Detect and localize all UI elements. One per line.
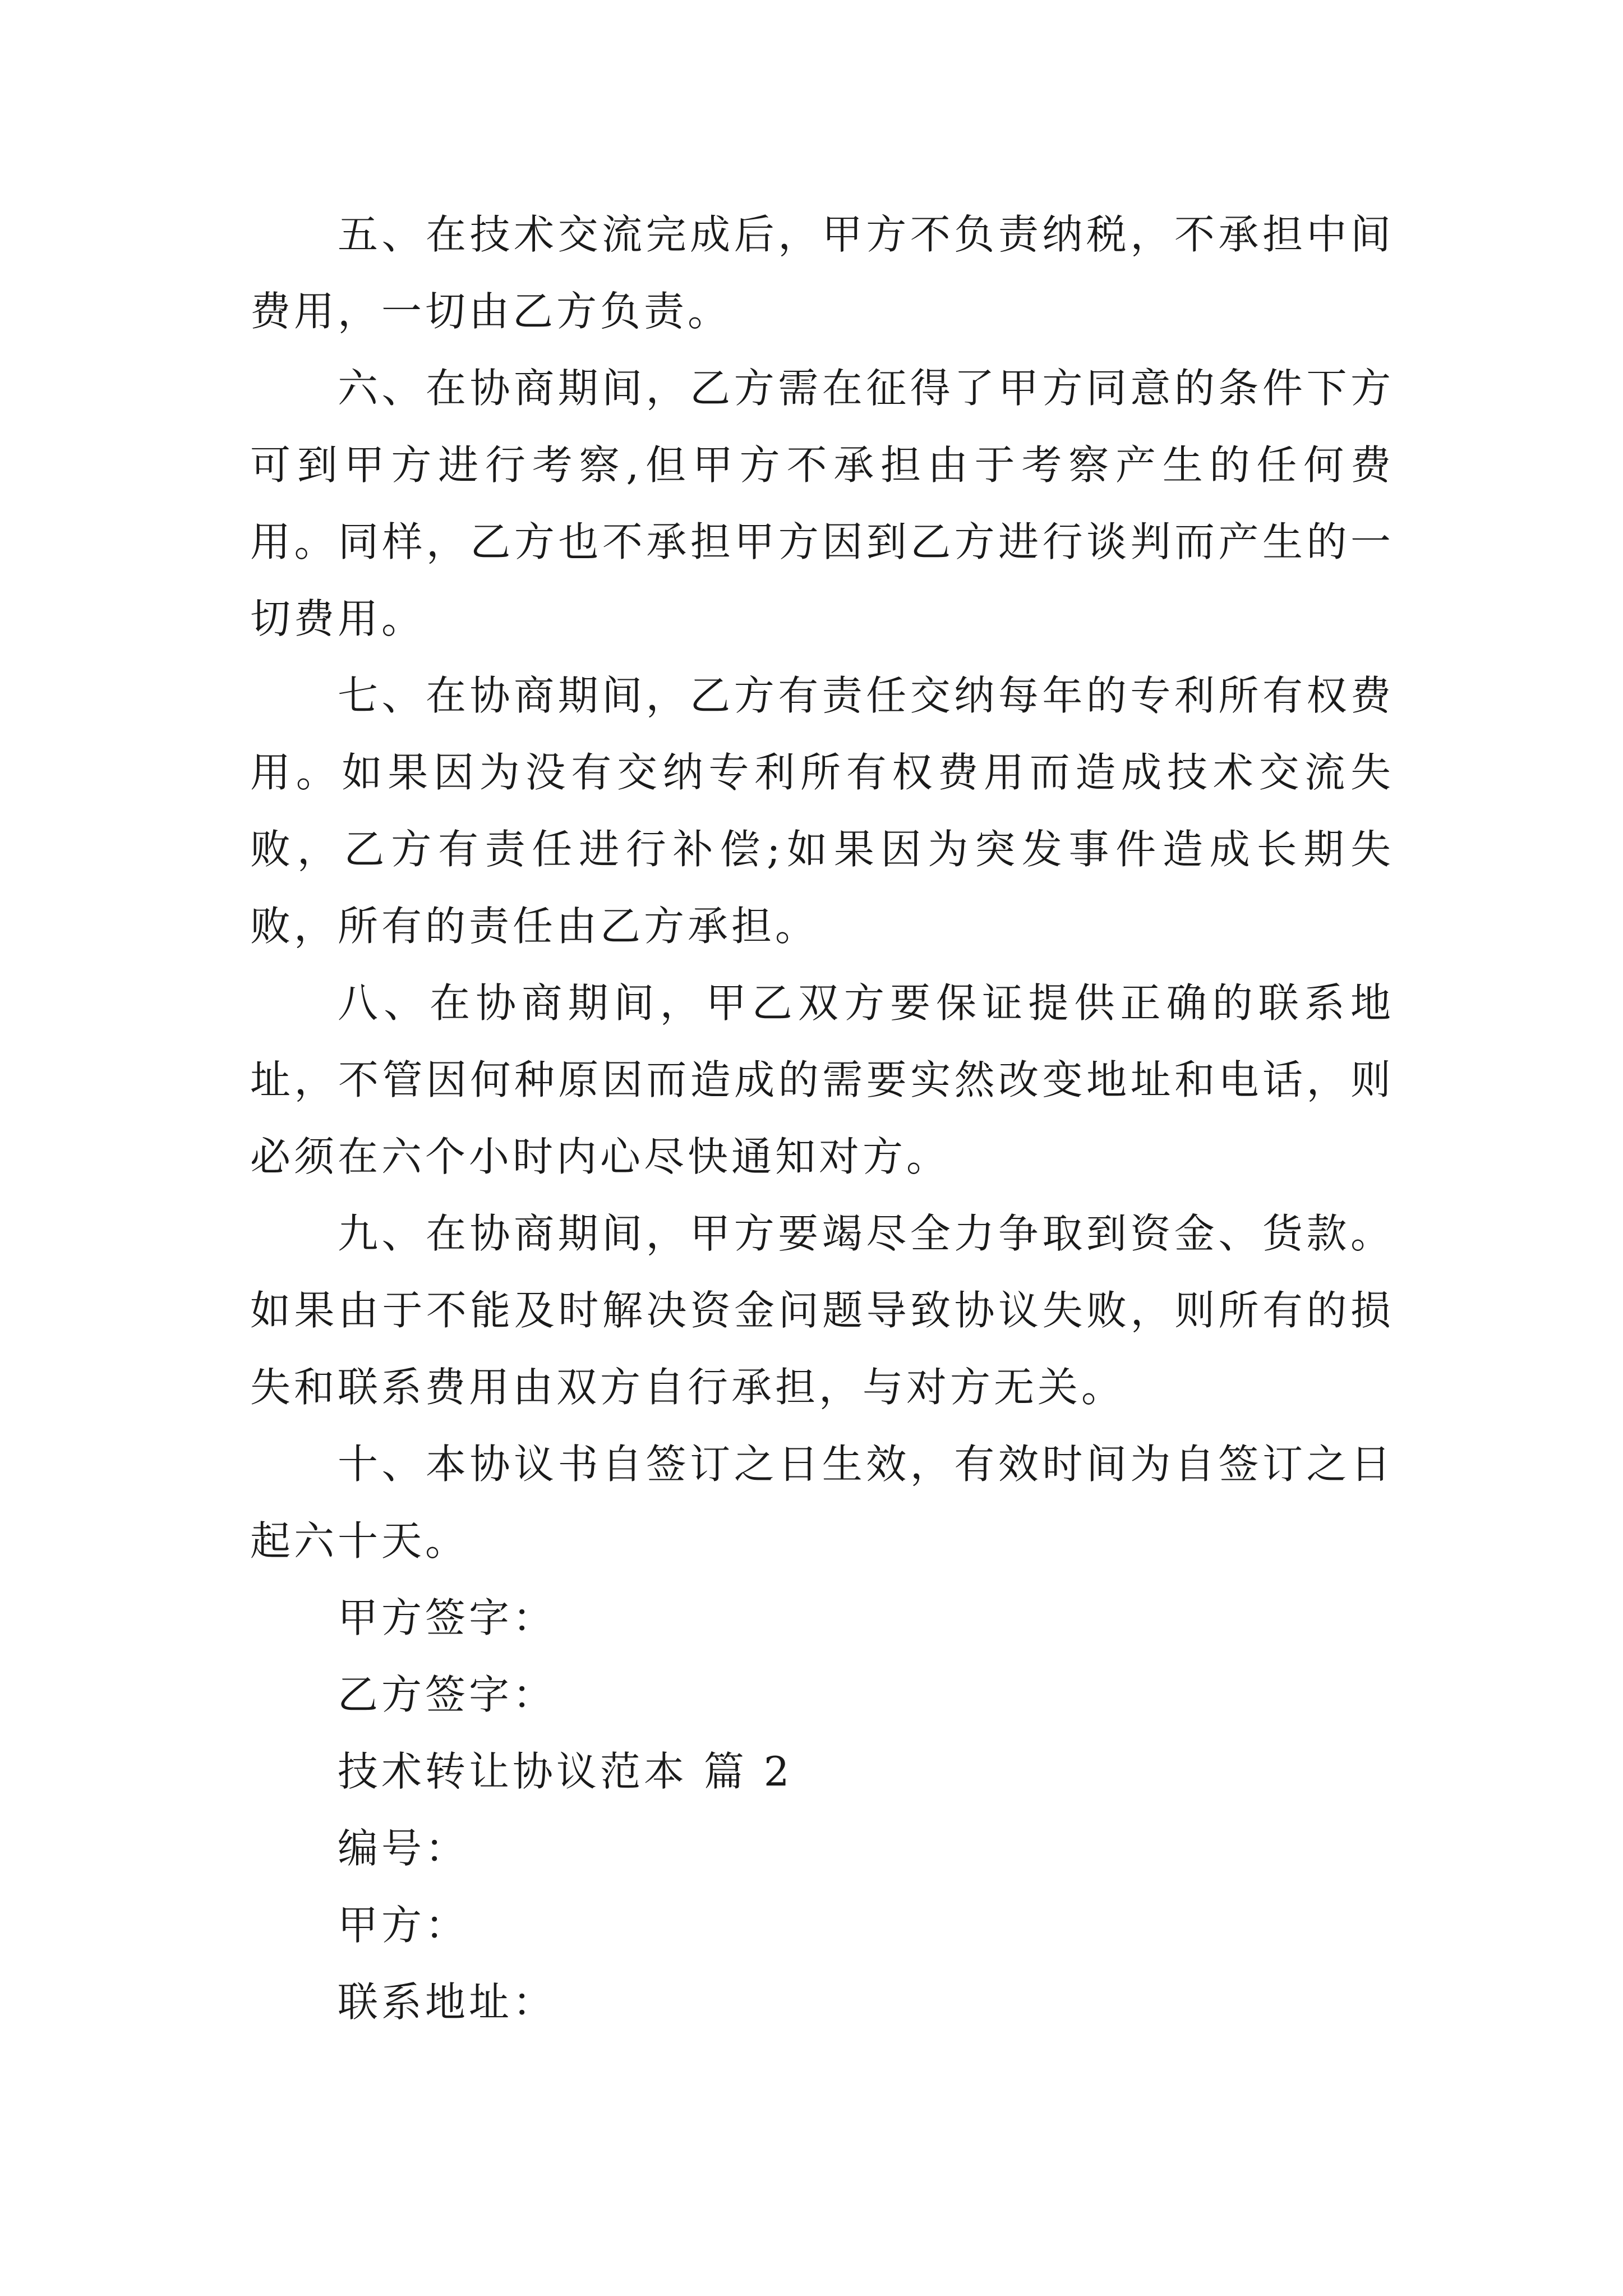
- clause-6: 六、在协商期间，乙方需在征得了甲方同意的条件下方可到甲方进行考察,但甲方不承担由于考察产生的任何费用。同样，乙方也不承担甲方因到乙方进行谈判而产生的一切费用。: [250, 365, 1394, 642]
- party-b-signature: 乙方签字：: [338, 1671, 557, 1718]
- clause-10: 十、本协议书自签订之日生效，有效时间为自签订之日起六十天。: [250, 1441, 1394, 1565]
- document-body: [250, 196, 1394, 2041]
- address-label: 联系地址：: [338, 1978, 557, 2026]
- clause-8: 八、在协商期间，甲乙双方要保证提供正确的联系地址，不管因何种原因而造成的需要实然改变地址和电话，则必须在六个小时内心尽快通知对方。: [250, 979, 1394, 1180]
- number-label: 编号：: [338, 1825, 469, 1872]
- clause-9: 九、在协商期间，甲方要竭尽全力争取到资金、货款。如果由于不能及时解决资金问题导致协议失败，则所有的损失和联系费用由双方自行承担，与对方无关。: [250, 1210, 1394, 1411]
- party-a-label: 甲方：: [338, 1902, 469, 1949]
- clause-7: 七、在协商期间，乙方有责任交纳每年的专利所有权费用。如果因为没有交纳专利所有权费用而造成技术交流失败，乙方有责任进行补偿;如果因为突发事件造成长期失败，所有的责任由乙方承担。: [250, 672, 1394, 950]
- party-a-signature: 甲方签字：: [338, 1594, 557, 1641]
- section-title: 技术转让协议范本 篇 2: [338, 1748, 793, 1795]
- clause-5: 五、在技术交流完成后，甲方不负责纳税，不承担中间费用，一切由乙方负责。: [250, 211, 1394, 335]
